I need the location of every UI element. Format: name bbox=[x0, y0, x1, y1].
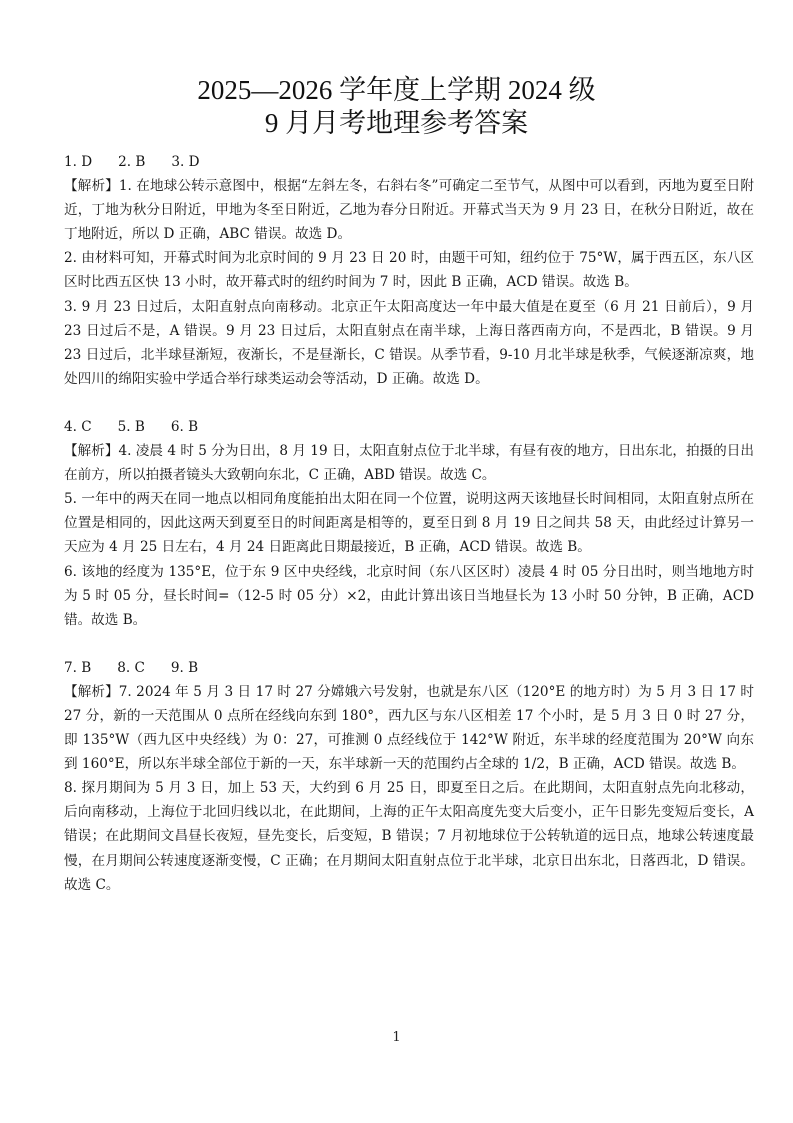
page-number: 1 bbox=[392, 1030, 401, 1045]
explanation-q2: 2. 由材料可知，开幕式时间为北京时间的 9 月 23 日 20 时，由题干可知，纽约位于 75°W，属于西五区，东八区区时比西五区快 13 小时，故开幕式时的纽约时间为 7 时，因此 B 正确，ACD 错误。故选 B。 bbox=[64, 250, 754, 291]
document-title-line-2: 9 月月考地理参考答案 bbox=[264, 108, 529, 138]
explanation-q4: 【解析】4. 凌晨 4 时 5 分为日出，8 月 19 日，太阳直射点位于北半球，有昼有夜的地方，日出东北，拍摄的日出在前方，所以拍摄者镜头大致朝向东北，C 正确，ABD 错误。故选 C。 bbox=[64, 443, 754, 484]
section-spacer bbox=[64, 391, 754, 415]
answer-body bbox=[64, 150, 754, 897]
answer-key-7-9: 7. B 8. C 9. B bbox=[64, 659, 199, 676]
explanation-q1: 【解析】1. 在地球公转示意图中，根据“左斜左冬，右斜右冬”可确定二至节气，从图中可以看到，丙地为夏至日附近，丁地为秋分日附近，甲地为冬至日附近，乙地为春分日附近。开幕式当天为 9 月 23 日，在秋分日附近，故在丁地附近，所以 D 正确，ABC 错误。故选 D。 bbox=[64, 178, 754, 243]
document-title-line-1: 2025—2026 学年度上学期 2024 级 bbox=[197, 75, 596, 105]
explanation-q7: 【解析】7. 2024 年 5 月 3 日 17 时 27 分嫦娥六号发射，也就是东八区（120°E 的地方时）为 5 月 3 日 17 时 27 分，新的一天范围从 0 点所在经线向东到 180°，西九区与东八区相差 17 个小时，是 5 月 3 日 0 时 27 分，即 135°W（西九区中央经线）为 0：27，可推测 0 点经线位于 142°W 附近，东半球的经度范围为 20°W 向东到 160°E，所以东半球全部位于新的一天，东半球新一天的范围约占全球的 1/2，B 正确，ACD 错误。故选 B。 bbox=[64, 683, 754, 773]
section-spacer bbox=[64, 632, 754, 656]
explanation-q3: 3. 9 月 23 日过后，太阳直射点向南移动。北京正午太阳高度达一年中最大值是在夏至（6 月 21 日前后），9 月 23 日过后不是，A 错误。9 月 23 日过后，太阳直射点在南半球，上海日落西南方向，不是西北，B 错误。9 月 23 日过后，北半球昼渐短，夜渐长，不是昼渐长，C 错误。从季节看，9-10 月北半球是秋季，气候逐渐凉爽，地处四川的绵阳实验中学适合举行球类运动会等活动，D 正确。故选 D。 bbox=[64, 298, 754, 387]
answer-key-1-3: 1. D 2. B 3. D bbox=[64, 154, 200, 170]
explanation-q5: 5. 一年中的两天在同一地点以相同角度能拍出太阳在同一个位置，说明这两天该地昼长时间相同，太阳直射点所在位置是相同的，因此这两天到夏至日的时间距离是相等的，夏至日到 8 月 19 日之间共 58 天，由此经过计算另一天应为 4 月 25 日左右，4 月 24 日距离此日期最接近，B 正确，ACD 错误。故选 B。 bbox=[64, 491, 754, 556]
explanation-q6: 6. 该地的经度为 135°E，位于东 9 区中央经线，北京时间（东八区区时）凌晨 4 时 05 分日出时，则当地地方时为 5 时 05 分，昼长时间=（12-5 时 05 分）×2，由此计算出该日当地昼长为 13 小时 50 分钟，B 正确，ACD 错。故选 B。 bbox=[64, 563, 754, 628]
explanation-q8: 8. 探月期间为 5 月 3 日，加上 53 天，大约到 6 月 25 日，即夏至日之后。在此期间，太阳直射点先向北移动，后向南移动，上海位于北回归线以北，在此期间，上海的正午太阳高度先变大后变小，正午日影先变短后变长，A 错误；在此期间文昌昼长夜短，昼先变长，后变短，B 错误；7 月初地球位于公转轨道的远日点，地球公转速度最慢，在月期间公转速度逐渐变慢，C 正确；在月期间太阳直射点位于北半球，北京日出东北，日落西北，D 错误。故选 C。 bbox=[64, 780, 754, 893]
answer-key-4-6: 4. C 5. B 6. B bbox=[64, 418, 199, 435]
